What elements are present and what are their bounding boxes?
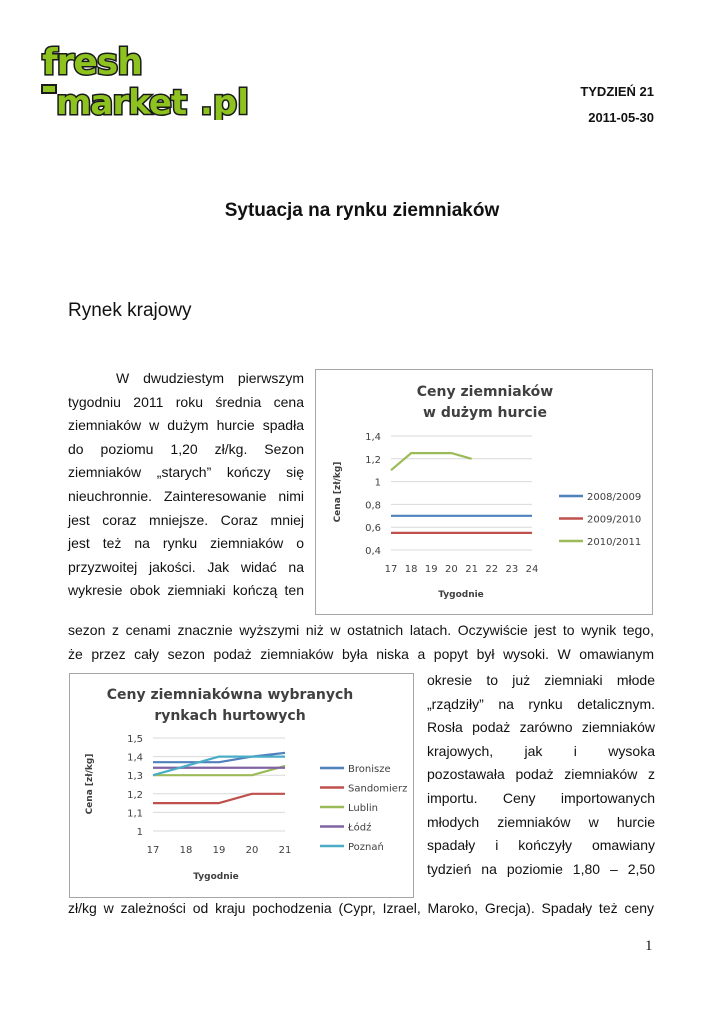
text-line: tydzień na poziomie 1,80 – 2,50 [427, 860, 655, 877]
x-tick-label: 19 [212, 845, 226, 856]
legend-label: Łódź [348, 822, 372, 834]
x-axis-label: Tygodnie [438, 590, 484, 600]
chart-title: Ceny ziemniaków [416, 384, 554, 400]
paragraph-intro [68, 367, 304, 603]
svg-text:market: market [56, 83, 187, 120]
legend-label: Poznań [348, 842, 384, 853]
text-line: nieuchronnie. Zainteresowanie nimi [68, 487, 304, 504]
chart-title: w dużym hurcie [423, 405, 547, 421]
y-tick-label: 0,4 [365, 546, 381, 557]
paragraph-right-column [427, 669, 655, 881]
chart-potato-prices-markets [69, 673, 414, 898]
text-line: młodych ziemniaków w hurcie [427, 813, 655, 830]
text-line: sezon z cenami znacznie wyższymi niż w ostatnich latach. Oczywiście jest to wynik tego, [68, 622, 654, 638]
text-line: że przez cały sezon podaż ziemniaków była niska a popyt był wysoki. W omawianym [68, 645, 654, 662]
text-line: wykresie obok ziemniaki kończą ten [68, 582, 304, 599]
text-line: krajowych, jak i wysoka [427, 742, 655, 759]
y-tick-label: 1,2 [365, 454, 381, 466]
legend-label: 2010/2011 [587, 537, 642, 548]
x-axis-label: Tygodnie [193, 872, 239, 882]
text-line: jest też na rynku ziemniaków o [68, 535, 304, 552]
text-line: ziemniaków w dużym hurcie spadła [68, 417, 304, 434]
page-number: 1 [645, 938, 653, 954]
y-tick-label: 1 [136, 827, 143, 838]
x-tick-label: 18 [404, 564, 418, 575]
x-tick-label: 20 [245, 845, 259, 856]
week-label: TYDZIEŃ 21 [580, 84, 654, 99]
text-line: pozostawała podaż ziemniaków z [427, 766, 655, 783]
y-tick-label: 0,6 [365, 523, 381, 535]
text-line: przyzwoitej jakości. Jak widać na [68, 558, 304, 575]
y-axis-label: Cena [zł/kg] [333, 461, 343, 523]
text-line: spadały i kończyły omawiany [427, 837, 655, 854]
date-label: 2011-05-30 [588, 110, 654, 125]
chart-title: rynkach hurtowych [154, 708, 306, 724]
legend-label: Lublin [348, 803, 378, 814]
x-tick-label: 24 [525, 564, 539, 575]
x-tick-label: 21 [278, 845, 292, 856]
text-line: zł/kg w zależności od kraju pochodzenia (Cypr, Izrael, Maroko, Grecja). Spadały też ceny [68, 900, 654, 916]
chart-potato-prices-wholesale [315, 369, 653, 615]
text-line: importu. Ceny importowanych [427, 789, 655, 806]
y-tick-label: 0,8 [365, 500, 381, 512]
svg-text:.pl: .pl [200, 83, 249, 120]
x-tick-label: 21 [465, 564, 478, 575]
page-title: Sytuacja na rynku ziemniaków [224, 200, 500, 221]
series-line-2010-2011 [391, 453, 472, 470]
x-tick-label: 17 [146, 845, 160, 856]
y-tick-label: 1,3 [127, 771, 143, 783]
series-line-sandomierz [153, 794, 285, 803]
x-tick-label: 23 [505, 564, 519, 575]
text-line: W dwudziestym pierwszym [116, 370, 304, 386]
y-tick-label: 1,4 [127, 752, 143, 764]
paragraph-continued [68, 619, 654, 666]
y-axis-label: Cena [zł/kg] [85, 753, 95, 815]
y-tick-label: 1,2 [127, 789, 143, 801]
legend-label: 2008/2009 [587, 492, 642, 503]
text-line: „rządziły” na rynku detalicznym. [427, 695, 655, 712]
text-line: jest coraz mniejsze. Coraz mniej [68, 511, 304, 528]
x-tick-label: 17 [384, 564, 398, 575]
x-tick-label: 18 [179, 845, 193, 856]
text-line: ziemniaków „starych” kończy się [68, 464, 304, 481]
x-tick-label: 19 [424, 564, 438, 575]
text-line: tygodniu 2011 roku średnia cena [68, 393, 304, 410]
svg-text:fresh: fresh [42, 42, 142, 83]
text-line: okresie to już ziemniaki młode [427, 672, 655, 688]
y-tick-label: 1,5 [127, 734, 143, 745]
y-tick-label: 1 [374, 477, 381, 489]
text-line: Rosła podaż zarówno ziemniaków [427, 719, 655, 736]
paragraph-bottom [68, 897, 654, 921]
x-tick-label: 22 [485, 564, 499, 575]
y-tick-label: 1,1 [127, 808, 143, 820]
chart-title: Ceny ziemniakówna wybranych [106, 687, 354, 703]
section-heading: Rynek krajowy [68, 300, 192, 321]
x-tick-label: 20 [445, 564, 458, 575]
fresh-market-logo [40, 40, 270, 120]
text-line: do poziomu 1,20 zł/kg. Sezon [68, 440, 304, 457]
legend-label: Sandomierz [348, 783, 408, 795]
legend-label: Bronisze [348, 764, 391, 775]
legend-label: 2009/2010 [587, 514, 642, 526]
y-tick-label: 1,4 [365, 432, 381, 443]
